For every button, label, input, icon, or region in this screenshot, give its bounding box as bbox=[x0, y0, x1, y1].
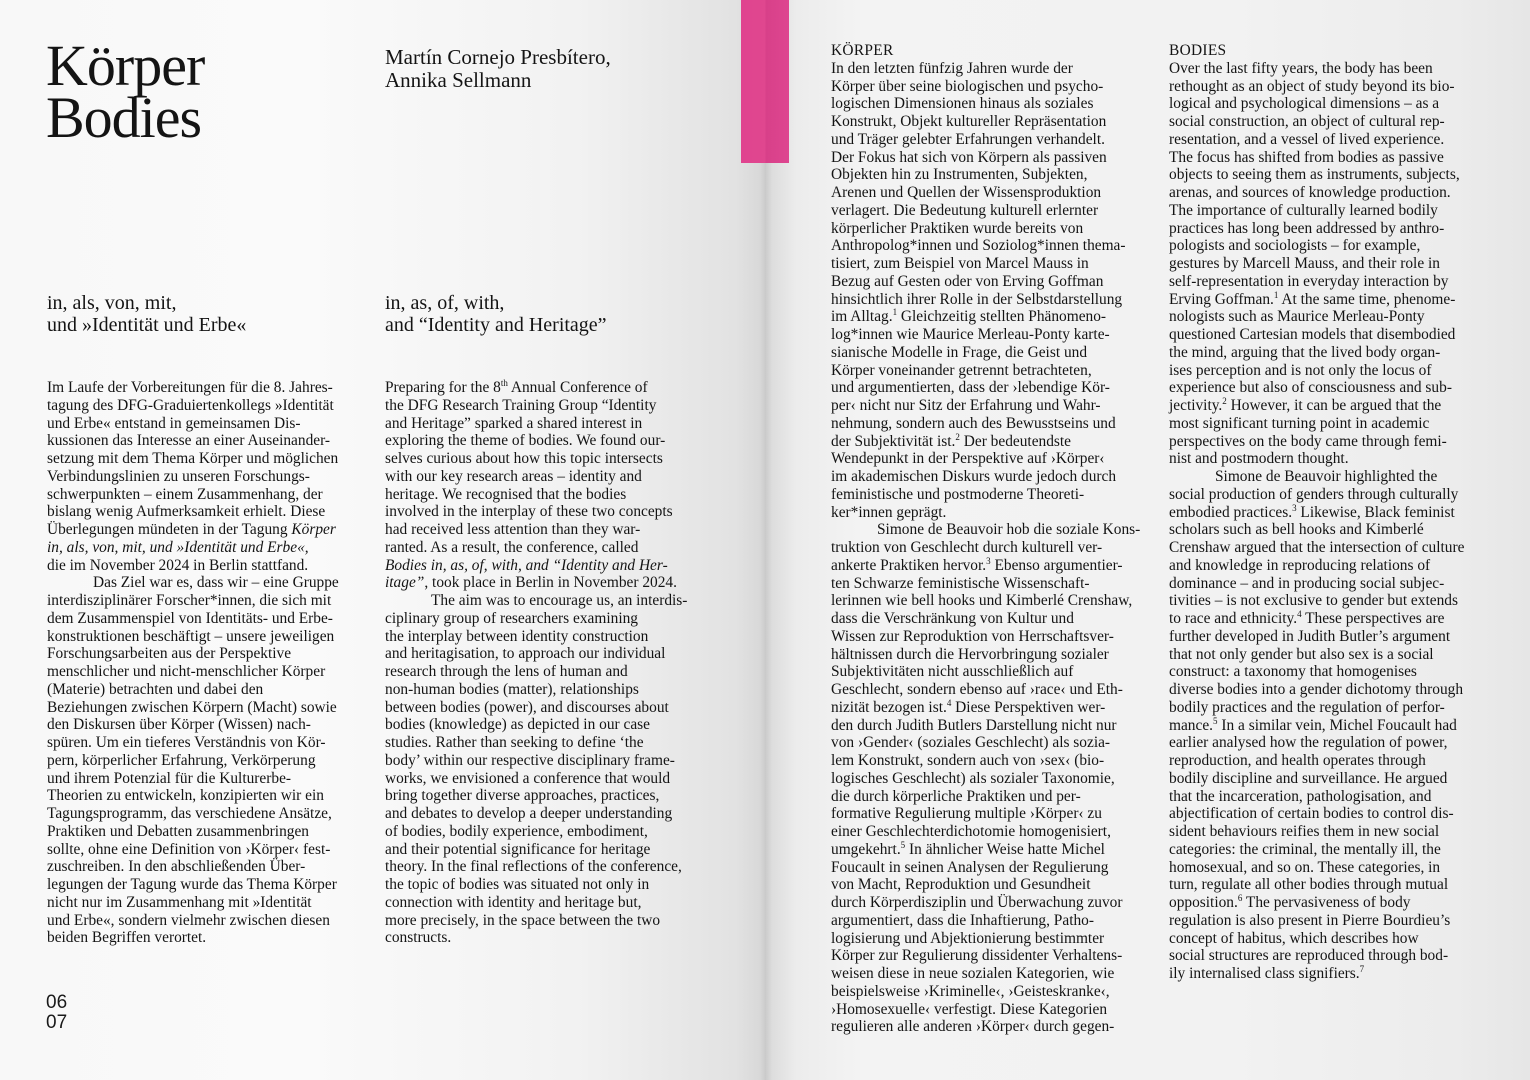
text-line: heritage. We recognised that the bodies bbox=[385, 485, 627, 503]
text-line: sianische Modelle in Frage, die Geist und bbox=[831, 343, 1088, 361]
text-line: Theorien zu entwickeln, konzipierten wir ein bbox=[47, 787, 324, 805]
footnote-marker[interactable]: 5 bbox=[1213, 715, 1218, 726]
footnote-marker[interactable]: 6 bbox=[1237, 893, 1243, 903]
text-line: In den letzten fünfzig Jahren wurde der bbox=[831, 59, 1073, 77]
text-line: log*innen wie Maurice Merleau-Ponty karte- bbox=[831, 326, 1110, 343]
text-line: nicht nur im Zusammenhang mit »Identität bbox=[47, 893, 312, 911]
text-line: Over the last fifty years, the body has been bbox=[1169, 59, 1433, 77]
text-line: works, we envisioned a conference that would bbox=[385, 769, 671, 787]
text-line: und Träger gelebter Erfahrungen verhandelt. bbox=[831, 130, 1105, 148]
text-line: social production of genders through culturally bbox=[1169, 485, 1459, 503]
text-line: abjectification of certain bodies to control dis- bbox=[1169, 805, 1454, 823]
text-span: At the same time, phenome- bbox=[1278, 290, 1456, 308]
text-line: involved in the interplay of these two concepts bbox=[385, 503, 673, 521]
text-line: objects to seeing them as instruments, subjects, bbox=[1169, 166, 1460, 184]
text-line: logischen Dimensionen hinaus als soziales bbox=[831, 95, 1094, 113]
text-line: Körper zur Regulierung dissidenter Verhaltens- bbox=[831, 947, 1123, 965]
text-span: Diese Perspektiven wer- bbox=[951, 698, 1106, 716]
text-span: embodied practices. bbox=[1169, 503, 1293, 521]
text-line: the DFG Research Training Group “Identity bbox=[385, 396, 657, 414]
text-line: Forschungsarbeiten aus der Perspektive bbox=[47, 645, 292, 663]
bodies-column bbox=[1169, 42, 1499, 983]
text-span: In ähnlicher Weise hatte Michel bbox=[905, 840, 1105, 858]
section-heading-koerper: KÖRPER bbox=[831, 42, 894, 59]
text-line: Subjektivitäten nicht ausschließlich auf bbox=[831, 663, 1074, 681]
text-line: selves curious about how this topic intersects bbox=[385, 450, 663, 467]
text-line: regulieren alle anderen ›Körper‹ durch gegen- bbox=[831, 1018, 1115, 1036]
text-span: , took place in Berlin in November 2024. bbox=[424, 574, 677, 592]
page-number-right: 07 bbox=[46, 1012, 68, 1033]
text-line: Foucault in seinen Analysen der Regulierung bbox=[831, 858, 1109, 876]
footnote-marker[interactable]: 1 bbox=[1273, 289, 1279, 300]
text-line: regulation is also present in Pierre Bourdieu’s bbox=[1169, 911, 1451, 929]
footnote-marker[interactable]: 1 bbox=[892, 307, 898, 318]
text-line bbox=[385, 379, 715, 397]
text-line: construct: a taxonomy that homogenises bbox=[1169, 663, 1417, 681]
footnote-marker[interactable]: 2 bbox=[955, 431, 960, 442]
title-english: Bodies bbox=[46, 85, 202, 150]
conference-title-italic: Körper bbox=[291, 521, 336, 538]
footnote-marker[interactable]: 4 bbox=[946, 697, 952, 708]
accent-tab bbox=[741, 0, 789, 163]
text-line: Geschlecht, sondern ebenso auf ›race‹ und Eth- bbox=[831, 681, 1123, 698]
text-line: sollte, ohne eine Definition von ›Körper‹ fest- bbox=[47, 840, 331, 858]
text-line: nist and postmodern thought. bbox=[1169, 450, 1349, 468]
text-line: sident behaviours reifies them in new social bbox=[1169, 823, 1440, 840]
text-line: pologists and sociologists – for example, bbox=[1169, 237, 1421, 255]
text-line: further developed in Judith Butler’s argument bbox=[1169, 627, 1451, 645]
text-line: perspectives on the body came through femi- bbox=[1169, 432, 1447, 450]
text-line: most significant turning point in academic bbox=[1169, 414, 1430, 432]
text-line: spüren. Um ein tieferes Verständnis von Kör- bbox=[47, 734, 326, 751]
text-line: beiden Begriffen verortet. bbox=[47, 929, 207, 947]
text-line: more precisely, in the space between the two bbox=[385, 911, 661, 929]
text-line: schwerpunkten – einem Zusammenhang, der bbox=[47, 485, 323, 503]
text-line: körperlicher Praktiken wurde bereits von bbox=[831, 219, 1084, 237]
author-1: Martín Cornejo Presbítero, bbox=[385, 45, 611, 69]
text-line: and knowledge in reproducing relations of bbox=[1169, 556, 1431, 574]
text-line: bodily discipline and surveillance. He argued bbox=[1169, 769, 1448, 787]
title-german: Körper bbox=[46, 33, 205, 98]
text-line: im akademischen Diskurs wurde jedoch durch bbox=[831, 468, 1117, 485]
text-line: ranted. As a result, the conference, called bbox=[385, 538, 639, 556]
text-line bbox=[831, 433, 1161, 451]
text-line: categories: the criminal, the mentally ill, the bbox=[1169, 840, 1441, 858]
text-line: Im Laufe der Vorbereitungen für die 8. Jahres- bbox=[47, 379, 333, 396]
text-line: and debates to develop a deeper understanding bbox=[385, 805, 673, 822]
text-line: Tagungsprogramm, das verschiedene Ansätze, bbox=[47, 805, 332, 822]
text-line: Simone de Beauvoir highlighted the bbox=[1215, 468, 1438, 485]
text-line bbox=[385, 574, 715, 592]
text-line: formative Regulierung multiple ›Körper‹ zu bbox=[831, 805, 1102, 823]
text-line: Arenen und Quellen der Wissensproduktion bbox=[831, 184, 1102, 201]
text-line: interdisziplinärer Forscher*innen, die sich mit bbox=[47, 592, 332, 609]
text-line: homosexual, and so on. These categories, in bbox=[1169, 858, 1441, 876]
text-line: Bezug auf Gesten oder von Erving Goffman bbox=[831, 272, 1104, 290]
subtitle-english-line: and “Identity and Heritage” bbox=[385, 314, 607, 336]
text-line: body’ within our respective disciplinary frame- bbox=[385, 751, 675, 769]
text-line: arenas, and sources of knowledge production. bbox=[1169, 184, 1451, 201]
text-line: Wendepunkt in der Perspektive auf ›Körper‹ bbox=[831, 450, 1105, 468]
text-line: truktion von Geschlecht durch kulturell ver- bbox=[831, 539, 1103, 556]
text-span: ankerte Praktiken hervor. bbox=[831, 556, 987, 574]
text-line: ciplinary group of researchers examining bbox=[385, 609, 638, 627]
text-span: to race and ethnicity. bbox=[1169, 610, 1298, 627]
text-line: studies. Rather than seeking to define ‘the bbox=[385, 734, 644, 751]
text-span: Erving Goffman. bbox=[1169, 290, 1274, 308]
text-line: weisen diese in neue sozialen Kategorien, wie bbox=[831, 965, 1115, 982]
text-line: dass die Verschränkung von Kultur und bbox=[831, 610, 1074, 627]
text-line bbox=[1169, 504, 1499, 522]
text-line bbox=[47, 521, 377, 539]
ordinal-suffix: th bbox=[500, 378, 508, 388]
text-line: diverse bodies into a gender dichotomy through bbox=[1169, 681, 1464, 698]
subtitle-german-line: in, als, von, mit, bbox=[47, 292, 177, 314]
text-line: bodies (knowledge) as depicted in our case bbox=[385, 716, 650, 734]
text-line: den durch Judith Butlers Darstellung nicht nur bbox=[831, 716, 1117, 734]
text-span: The pervasiveness of body bbox=[1242, 894, 1411, 911]
text-line: with our key research areas – identity and bbox=[385, 467, 642, 485]
text-line: Beziehungen zwischen Körpern (Macht) sowie bbox=[47, 698, 337, 716]
text-line: logisches Geschlecht) als sozialer Taxonomie, bbox=[831, 769, 1115, 787]
text-line: Crenshaw argued that the intersection of culture bbox=[1169, 539, 1465, 556]
text-line: kussionen das Interesse an einer Auseinander- bbox=[47, 432, 331, 450]
text-span: jectivity. bbox=[1169, 397, 1223, 414]
text-line: social structures are reproduced through bod- bbox=[1169, 947, 1449, 965]
conference-title-italic: in, als, von, mit, und »Identität und Erbe«, bbox=[47, 538, 309, 556]
text-line: von ›Gender‹ (soziales Geschlecht) als sozia- bbox=[831, 734, 1111, 752]
text-line: ›Homosexuelle‹ verfestigt. Diese Kategorien bbox=[831, 1000, 1108, 1018]
text-line: nehmung, sondern auch des Bewusstseins und bbox=[831, 414, 1116, 432]
intro-german-column bbox=[47, 379, 377, 947]
text-line: and their potential significance for heritage bbox=[385, 840, 651, 858]
subtitle-german bbox=[47, 292, 246, 336]
text-line: The aim was to encourage us, an interdis- bbox=[431, 592, 688, 609]
text-line: turn, regulate all other bodies through mutual bbox=[1169, 876, 1449, 894]
text-line bbox=[1169, 291, 1499, 309]
text-line: experience but also of consciousness and sub- bbox=[1169, 379, 1452, 397]
author-2: Annika Sellmann bbox=[385, 68, 532, 92]
text-line: Der Fokus hat sich von Körpern als passiven bbox=[831, 148, 1107, 166]
text-line: reproduction, and health operates through bbox=[1169, 752, 1426, 769]
koerper-column bbox=[831, 42, 1161, 1036]
text-line: connection with identity and heritage but, bbox=[385, 893, 642, 911]
text-line: feministische und postmoderne Theoreti- bbox=[831, 485, 1085, 503]
footnote-marker[interactable]: 4 bbox=[1297, 609, 1302, 619]
text-line: practices has long been addressed by anthro- bbox=[1169, 219, 1445, 237]
text-line: und Erbe«, sondern vielmehr zwischen diesen bbox=[47, 911, 330, 929]
text-line: Konstrukt, Objekt kultureller Repräsentation bbox=[831, 113, 1107, 130]
text-line: Körper voneinander getrennt betrachteten, bbox=[831, 361, 1092, 379]
page-number-left: 06 bbox=[46, 992, 68, 1013]
text-line: die durch körperliche Praktiken und per- bbox=[831, 787, 1081, 805]
text-line: The focus has shifted from bodies as passive bbox=[1169, 148, 1444, 166]
text-line bbox=[1169, 717, 1499, 735]
text-line: legungen der Tagung wurde das Thema Körper bbox=[47, 876, 337, 893]
text-line: self-representation in everyday interaction by bbox=[1169, 272, 1449, 290]
text-line: dem Zusammenspiel von Identitäts- und Erbe- bbox=[47, 609, 333, 627]
text-line: konstruktionen beschäftigt – unsere jeweiligen bbox=[47, 627, 335, 645]
text-line: dominance – and in producing social subjec- bbox=[1169, 574, 1445, 592]
text-line: tivities – is not exclusive to gender but extends bbox=[1169, 592, 1458, 610]
text-line: logical and psychological dimensions – as a bbox=[1169, 95, 1440, 113]
text-span: In a similar vein, Michel Foucault had bbox=[1217, 716, 1457, 734]
text-line: that not only gender but also sex is a social bbox=[1169, 645, 1434, 663]
text-line: setzung mit dem Thema Körper und möglichen bbox=[47, 450, 339, 467]
text-line: had received less attention than they war- bbox=[385, 521, 641, 538]
text-line: of bodies, bodily experience, embodiment, bbox=[385, 822, 648, 840]
text-line: scholars such as bell hooks and Kimberlé bbox=[1169, 521, 1424, 539]
text-line: The importance of culturally learned bodily bbox=[1169, 201, 1438, 219]
text-line: gestures by Marcell Mauss, and their role in bbox=[1169, 255, 1440, 272]
article-title bbox=[46, 33, 205, 150]
text-line: Verbindungslinien zu unseren Forschungs- bbox=[47, 467, 310, 485]
text-line: bring together diverse approaches, practices, bbox=[385, 787, 660, 805]
text-line bbox=[1169, 397, 1499, 415]
text-span: der Subjektivität ist. bbox=[831, 432, 956, 450]
conference-title-italic: Bodies in, as, of, with, and “Identity and Her- bbox=[385, 556, 668, 574]
text-line: Anthropolog*innen und Soziolog*innen thema- bbox=[831, 237, 1126, 255]
text-line: ises perception and is not only the locus of bbox=[1169, 361, 1432, 379]
text-span: However, it can be argued that the bbox=[1226, 397, 1442, 414]
text-line: resentation, and a vessel of lived experience. bbox=[1169, 130, 1445, 148]
text-line: zuschreiben. In den abschließenden Über- bbox=[47, 858, 306, 876]
conference-title-italic: itage” bbox=[385, 574, 425, 592]
text-span: Der bedeutendste bbox=[959, 432, 1072, 450]
text-span: Preparing for the 8 bbox=[385, 379, 501, 396]
text-line: bislang wenig Aufmerksamkeit erhielt. Diese bbox=[47, 503, 326, 521]
text-span: Gleichzeitig stellten Phänomeno- bbox=[897, 308, 1107, 326]
text-line: theory. In the final reflections of the conference, bbox=[385, 858, 682, 876]
text-line: and heritagisation, to approach our individual bbox=[385, 645, 666, 663]
text-span: Überlegungen mündeten in der Tagung bbox=[47, 521, 292, 538]
text-line: earlier analysed how the regulation of power, bbox=[1169, 734, 1448, 752]
page-numbers bbox=[46, 993, 67, 1033]
text-span: umgekehrt. bbox=[831, 840, 901, 858]
text-line: von Macht, Reproduktion und Gesundheit bbox=[831, 876, 1091, 894]
text-span: Likewise, Black feminist bbox=[1296, 503, 1455, 521]
text-line bbox=[831, 557, 1161, 575]
text-span: nizität bezogen ist. bbox=[831, 698, 947, 716]
text-span: opposition. bbox=[1169, 894, 1238, 911]
text-line: tisiert, zum Beispiel von Marcel Mauss in bbox=[831, 255, 1089, 272]
text-line bbox=[1169, 610, 1499, 628]
text-line: Simone de Beauvoir hob die soziale Kons- bbox=[877, 521, 1141, 539]
intro-english-column bbox=[385, 379, 715, 947]
subtitle-german-line: und »Identität und Erbe« bbox=[47, 314, 247, 336]
text-line: rethought as an object of study beyond its bio- bbox=[1169, 77, 1455, 95]
text-line bbox=[831, 308, 1161, 326]
text-line: per‹ nicht nur Sitz der Erfahrung und Wahr- bbox=[831, 397, 1101, 414]
section-heading-bodies: BODIES bbox=[1169, 42, 1227, 59]
text-line bbox=[1169, 894, 1499, 912]
text-line: und argumentierten, dass der ›lebendige Kör- bbox=[831, 379, 1110, 397]
text-line: beispielsweise ›Kriminelle‹, ›Geisteskranke‹, bbox=[831, 982, 1110, 1000]
text-line: hinsichtlich ihrer Rolle in der Selbstdarstellung bbox=[831, 290, 1123, 308]
text-line: lerinnen wie bell hooks und Kimberlé Crenshaw, bbox=[831, 592, 1133, 610]
text-line: und ihrem Potenzial für die Kulturerbe- bbox=[47, 769, 292, 787]
text-line bbox=[1169, 965, 1499, 983]
text-line: between bodies (power), and discourses about bbox=[385, 698, 669, 716]
footnote-marker[interactable]: 7 bbox=[1359, 964, 1365, 974]
authors bbox=[385, 46, 611, 92]
text-line: die im November 2024 in Berlin stattfand. bbox=[47, 556, 309, 574]
text-line: bodily practices and the regulation of perfor- bbox=[1169, 698, 1445, 716]
text-line: exploring the theme of bodies. We found our- bbox=[385, 432, 666, 450]
text-line: Wissen zur Reproduktion von Herrschaftsver- bbox=[831, 627, 1114, 645]
text-line: research through the lens of human and bbox=[385, 663, 628, 680]
text-line: nologists such as Maurice Merleau-Ponty bbox=[1169, 308, 1425, 326]
text-line bbox=[385, 557, 715, 575]
text-line: tagung des DFG-Graduiertenkollegs »Identität bbox=[47, 396, 334, 414]
text-line: questioned Cartesian models that disembodied bbox=[1169, 326, 1456, 343]
text-line: Objekten hin zu Instrumenten, Subjekten, bbox=[831, 166, 1088, 184]
text-span: These perspectives are bbox=[1301, 610, 1445, 627]
text-line bbox=[831, 699, 1161, 717]
text-span: im Alltag. bbox=[831, 308, 893, 326]
text-line: concept of habitus, which describes how bbox=[1169, 929, 1419, 947]
text-line: social construction, an object of cultural rep- bbox=[1169, 113, 1445, 130]
text-line: Das Ziel war es, dass wir – eine Gruppe bbox=[93, 574, 339, 592]
text-line: the mind, arguing that the lived body organ- bbox=[1169, 343, 1441, 361]
footnote-marker[interactable]: 2 bbox=[1222, 396, 1227, 406]
footnote-marker[interactable]: 3 bbox=[986, 555, 991, 566]
text-line: einer Geschlechterdichotomie homogenisiert, bbox=[831, 823, 1111, 840]
text-span: Annual Conference of bbox=[507, 379, 648, 396]
text-span: ily internalised class signifiers. bbox=[1169, 965, 1360, 982]
text-line: Körper über seine biologischen und psycho- bbox=[831, 77, 1104, 95]
subtitle-english-line: in, as, of, with, bbox=[385, 292, 505, 314]
subtitle-english bbox=[385, 292, 607, 336]
text-line: durch Körperdisziplin und Überwachung zuvor bbox=[831, 894, 1123, 911]
text-line: verlagert. Die Bedeutung kulturell erlernter bbox=[831, 201, 1099, 219]
footnote-marker[interactable]: 5 bbox=[900, 839, 906, 850]
text-line: den Diskursen über Körper (Wissen) nach- bbox=[47, 716, 311, 734]
text-line: ten Schwarze feministische Wissenschaft- bbox=[831, 574, 1090, 592]
text-line: non-human bodies (matter), relationships bbox=[385, 680, 639, 698]
text-line bbox=[47, 539, 377, 557]
text-line: and Heritage” sparked a shared interest in bbox=[385, 414, 643, 432]
footnote-marker[interactable]: 3 bbox=[1292, 502, 1297, 513]
text-line: constructs. bbox=[385, 929, 452, 947]
text-line: Praktiken und Debatten zusammenbringen bbox=[47, 822, 309, 840]
text-line: hältnissen durch die Hervorbringung sozialer bbox=[831, 645, 1109, 663]
text-line: ker*innen geprägt. bbox=[831, 503, 947, 521]
text-line: lem Konstrukt, sondern auch von ›sex‹ (bio- bbox=[831, 752, 1105, 769]
text-line: und Erbe« entstand in gemeinsamen Dis- bbox=[47, 414, 301, 432]
text-line: pern, körperlicher Erfahrung, Verkörperung bbox=[47, 751, 316, 769]
text-line: menschlicher und nicht-menschlicher Körper bbox=[47, 663, 326, 680]
text-line: logisierung und Abjektionierung bestimmter bbox=[831, 929, 1105, 947]
text-line: the interplay between identity construction bbox=[385, 627, 649, 645]
text-line: the topic of bodies was situated not only in bbox=[385, 876, 650, 893]
text-line bbox=[831, 841, 1161, 859]
text-span: mance. bbox=[1169, 716, 1214, 734]
text-line: argumentiert, dass die Inhaftierung, Patho- bbox=[831, 911, 1094, 929]
text-span: Ebenso argumentier- bbox=[990, 556, 1123, 574]
text-line: (Materie) betrachten und dabei den bbox=[47, 680, 264, 698]
text-line: that the incarceration, pathologisation, and bbox=[1169, 787, 1432, 805]
